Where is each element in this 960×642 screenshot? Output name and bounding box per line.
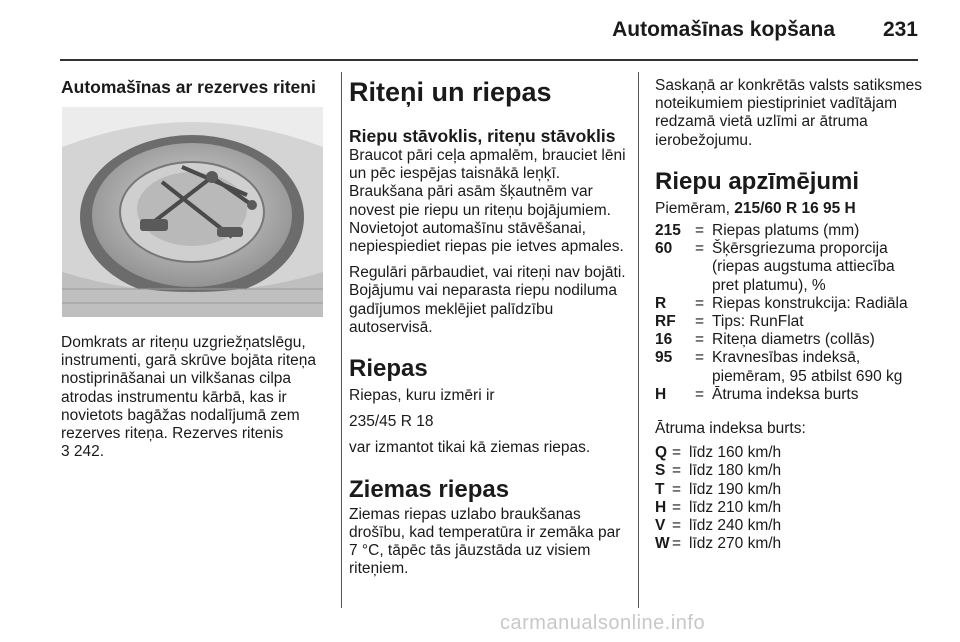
eq-sign: =: [672, 462, 682, 480]
code-key: 95: [655, 349, 673, 367]
column-divider-2: [638, 72, 639, 608]
code-value: Tips: RunFlat: [712, 313, 804, 331]
tyres-paragraph-1: Riepas, kuru izmēri ir: [349, 387, 495, 405]
example-line: [655, 200, 925, 218]
speed-value: līdz 190 km/h: [689, 480, 782, 498]
eq-sign: =: [695, 222, 705, 240]
code-row: [655, 313, 925, 331]
speed-value: līdz 210 km/h: [689, 498, 782, 516]
code-row: [655, 222, 925, 240]
speed-key: H: [655, 498, 667, 516]
speed-key: Q: [655, 444, 668, 462]
eq-sign: =: [672, 444, 682, 462]
speed-key: W: [655, 535, 670, 553]
eq-sign: =: [695, 331, 705, 349]
code-value: Kravnesības indeksā, piemēram, 95 atbilst 690 kg: [712, 349, 903, 385]
tyre-condition-paragraph-2: Regulāri pārbaudiet, vai riteņi nav bojāti. Bojājumu vai neparasta riepu nodiluma gadījumos meklējiet palīdzību autoservisā.: [349, 264, 626, 336]
speed-index-intro: Ātruma indeksa burts:: [655, 420, 806, 438]
column-1: [61, 77, 331, 98]
code-key: 215: [655, 222, 681, 240]
speed-key: S: [655, 462, 666, 480]
eq-sign: =: [672, 517, 682, 535]
tyres-paragraph-2: var izmantot tikai kā ziemas riepas.: [349, 439, 591, 457]
tyres-heading: Riepas: [349, 355, 428, 383]
example-value: 215/60 R 16 95 H: [734, 199, 856, 217]
example-label: Piemēram,: [655, 199, 730, 217]
code-key: RF: [655, 313, 676, 331]
eq-sign: =: [672, 480, 682, 498]
column-2: [349, 76, 633, 586]
eq-sign: =: [695, 349, 705, 367]
eq-sign: =: [695, 313, 705, 331]
eq-sign: =: [695, 294, 705, 312]
speed-index-list: [655, 444, 925, 553]
speed-row: [655, 517, 925, 535]
speed-row: [655, 481, 925, 499]
tyre-code-list: [655, 222, 925, 404]
tyres-size: 235/45 R 18: [349, 413, 434, 431]
code-key: H: [655, 385, 667, 403]
code-key: R: [655, 294, 667, 312]
speed-value: līdz 180 km/h: [689, 462, 782, 480]
code-row: [655, 331, 925, 349]
section-title: Riteņi un riepas: [349, 77, 552, 107]
eq-sign: =: [672, 498, 682, 516]
speed-row: [655, 462, 925, 480]
speed-key: T: [655, 480, 665, 498]
speed-value: līdz 270 km/h: [689, 535, 782, 553]
tyre-condition-heading: Riepu stāvoklis, riteņu stāvoklis: [349, 126, 616, 146]
speed-row: [655, 499, 925, 517]
watermark: carmanualsonline.info: [500, 612, 706, 634]
header-rule: [60, 59, 918, 61]
header-title: Automašīnas kopšana: [612, 18, 835, 41]
code-row: [655, 295, 925, 313]
eq-sign: =: [672, 535, 682, 553]
winter-tyres-heading: Ziemas riepas: [349, 475, 510, 503]
eq-sign: =: [695, 385, 705, 403]
speed-value: līdz 240 km/h: [689, 517, 782, 535]
speed-sticker-paragraph: Saskaņā ar konkrētās valsts satiksmes noteikumiem piestipriniet vadītājam redzamā vietā uzlīmi ar ātruma ierobežojumu.: [655, 77, 923, 149]
spare-wheel-paragraph: Domkrats ar riteņu uzgriežņatslēgu, instrumenti, garā skrūve bojāta riteņa nostiprināšanai un vilkšanas cilpa atrodas instrumentu kārbā, kas ir novietots bagāžas nodalījumā zem rezerves riteņa. Rezerves ritenis: [61, 334, 317, 443]
speed-row: [655, 535, 925, 553]
spare-wheel-illustration: [62, 107, 323, 317]
code-value: Šķērsgriezuma proporcija (riepas augstuma attiecība pret platumu), %: [712, 240, 895, 294]
tyre-condition-paragraph-1: Braucot pāri ceļa apmalēm, brauciet lēni un pēc iespējas taisnākā leņķī. Braukšana pāri asām šķautnēm var novest pie riepu un riteņu bojājumiem. Novietojot automašīnu stāvēšanai, nepiespiediet riepas pie ietves apmales.: [349, 147, 626, 256]
code-row: [655, 240, 925, 295]
speed-value: līdz 160 km/h: [689, 444, 782, 462]
eq-sign: =: [695, 240, 705, 258]
spare-wheel-photo: [62, 107, 323, 317]
page-number: 231: [882, 18, 918, 41]
column-divider-1: [341, 72, 342, 608]
code-value: Riteņa diametrs (collās): [712, 331, 875, 349]
speed-row: [655, 444, 925, 462]
spare-wheel-heading: Automašīnas ar rezerves riteni: [61, 77, 316, 97]
tyre-markings-heading: Riepu apzīmējumi: [655, 167, 860, 195]
code-value: Ātruma indeksa burts: [712, 385, 859, 403]
code-row: [655, 349, 925, 385]
code-value: Riepas konstrukcija: Radiāla: [712, 294, 908, 312]
code-key: 16: [655, 331, 673, 349]
code-value: Riepas platums (mm): [712, 222, 860, 240]
page-reference[interactable]: 3 242.: [61, 443, 105, 461]
code-key: 60: [655, 240, 673, 258]
winter-tyres-paragraph: Ziemas riepas uzlabo braukšanas drošību, kad temperatūra ir zemāka par 7 °C, tāpēc tās jāuzstāda uz visiem riteņiem.: [349, 505, 621, 578]
column-3: [655, 77, 925, 553]
speed-key: V: [655, 517, 666, 535]
column-1-text: [61, 334, 336, 461]
code-row: [655, 386, 925, 404]
